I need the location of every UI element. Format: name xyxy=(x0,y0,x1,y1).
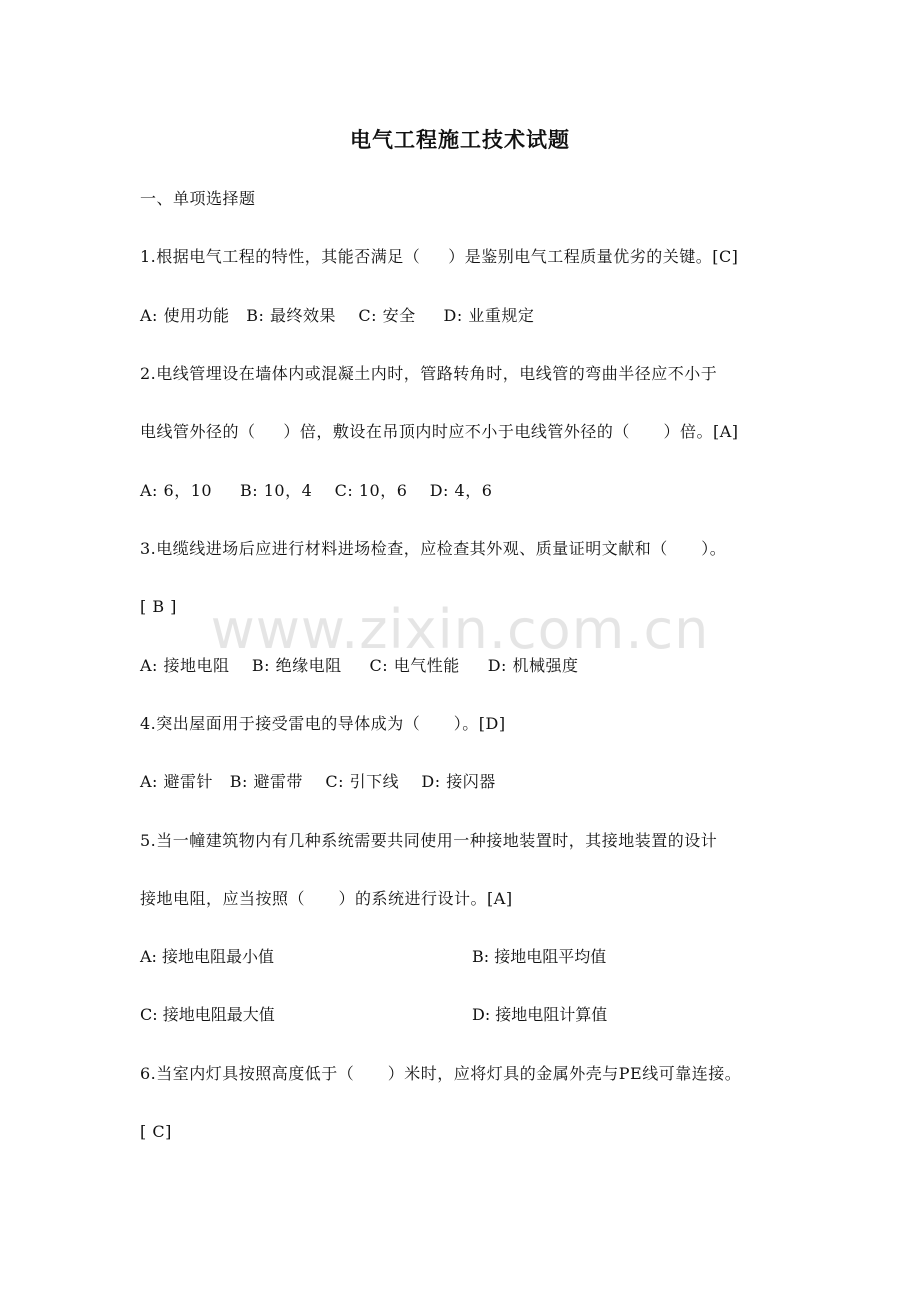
question-5-text-line-1: 5.当一幢建筑物内有几种系统需要共同使用一种接地装置时，其接地装置的设计 xyxy=(140,831,718,850)
question-5-option-a: A: 接地电阻最小值 xyxy=(140,947,275,966)
question-2-text-line-2: 电线管外径的（ ）倍，敷设在吊顶内时应不小于电线管外径的（ ）倍。[A] xyxy=(140,422,739,441)
question-5-text-line-2: 接地电阻，应当按照（ ）的系统进行设计。[A] xyxy=(140,889,513,908)
question-1-text: 1.根据电气工程的特性，其能否满足（ ）是鉴别电气工程质量优劣的关键。[C] xyxy=(140,247,739,266)
section-heading: 一、单项选择题 xyxy=(140,189,256,208)
question-6-answer: [ C] xyxy=(140,1122,172,1141)
question-2-options: A: 6，10 B: 10，4 C: 10，6 D: 4，6 xyxy=(140,481,493,500)
question-6-text: 6.当室内灯具按照高度低于（ ）米时，应将灯具的金属外壳与PE线可靠连接。 xyxy=(140,1064,742,1083)
question-1-options: A: 使用功能 B: 最终效果 C: 安全 D: 业重规定 xyxy=(140,306,535,325)
watermark: www.zixin.com.cn xyxy=(210,598,710,661)
question-5-option-d: D: 接地电阻计算值 xyxy=(472,1005,608,1024)
question-3-options: A: 接地电阻 B: 绝缘电阻 C: 电气性能 D: 机械强度 xyxy=(140,656,579,675)
question-2-text-line-1: 2.电线管埋设在墙体内或混凝土内时，管路转角时，电线管的弯曲半径应不小于 xyxy=(140,364,718,383)
question-3-answer: [ B ] xyxy=(140,597,177,616)
question-3-text-line-1: 3.电缆线进场后应进行材料进场检查，应检查其外观、质量证明文献和（ ）。 xyxy=(140,539,727,558)
question-4-text: 4.突出屋面用于接受雷电的导体成为（ ）。[D] xyxy=(140,714,506,733)
question-5-option-b: B: 接地电阻平均值 xyxy=(472,947,607,966)
question-4-options: A: 避雷针 B: 避雷带 C: 引下线 D: 接闪器 xyxy=(140,772,496,791)
document-title: 电气工程施工技术试题 xyxy=(350,127,570,152)
question-5-option-c: C: 接地电阻最大值 xyxy=(140,1005,275,1024)
